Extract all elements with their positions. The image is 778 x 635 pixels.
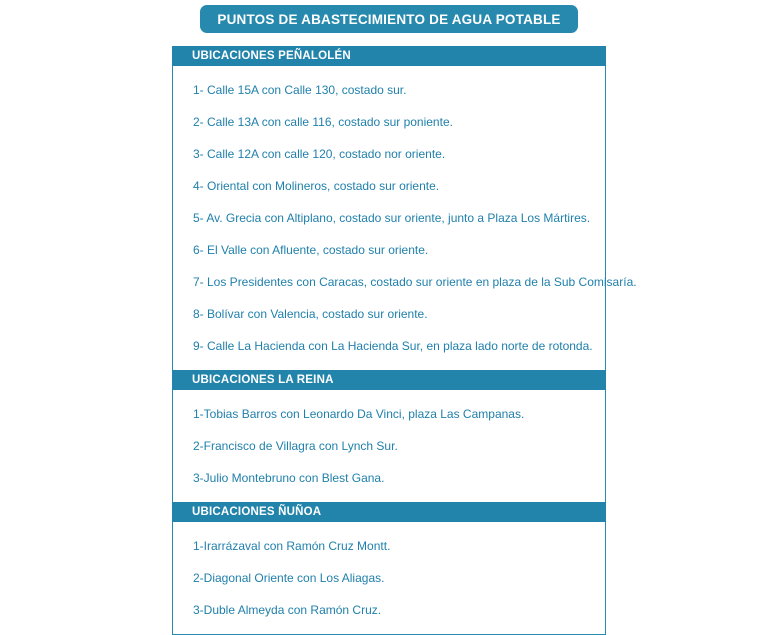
section-heading-label: UBICACIONES LA REINA [192, 374, 334, 386]
list-item: 9- Calle La Hacienda con La Hacienda Sur, en plaza lado norte de rotonda. [193, 339, 593, 353]
section-header-penalolen [172, 46, 606, 66]
list-item: 3-Julio Montebruno con Blest Gana. [193, 471, 385, 485]
list-item: 3-Duble Almeyda con Ramón Cruz. [193, 603, 382, 617]
list-item: 1-Tobias Barros con Leonardo Da Vinci, plaza Las Campanas. [193, 407, 525, 421]
list-item: 2- Calle 13A con calle 116, costado sur poniente. [193, 115, 453, 129]
list-item: 3- Calle 12A con calle 120, costado nor oriente. [193, 147, 446, 161]
list-item: 1- Calle 15A con Calle 130, costado sur. [193, 83, 407, 97]
section-la-reina [172, 370, 606, 502]
sections-container [172, 46, 637, 635]
list-item: 2-Francisco de Villagra con Lynch Sur. [193, 439, 398, 453]
section-header-la-reina [172, 370, 606, 390]
section-body-penalolen [172, 66, 637, 370]
list-item: 8- Bolívar con Valencia, costado sur oriente. [193, 307, 428, 321]
poster-title-bar [200, 5, 578, 33]
list-item: 6- El Valle con Afluente, costado sur oriente. [193, 243, 429, 257]
section-header-nunoa [172, 502, 606, 522]
section-heading-label: UBICACIONES ÑUÑOA [192, 506, 322, 518]
section-heading-label: UBICACIONES PEÑALOLÉN [192, 50, 351, 62]
section-nunoa [172, 502, 606, 635]
section-penalolen [172, 46, 637, 370]
list-item: 1-Irarrázaval con Ramón Cruz Montt. [193, 539, 391, 553]
list-item: 5- Av. Grecia con Altiplano, costado sur oriente, junto a Plaza Los Mártires. [193, 211, 591, 225]
list-item: 2-Diagonal Oriente con Los Aliagas. [193, 571, 385, 585]
page-title: PUNTOS DE ABASTECIMIENTO DE AGUA POTABLE [217, 11, 561, 27]
section-body-nunoa [172, 522, 606, 635]
section-body-la-reina [172, 390, 606, 502]
list-item: 4- Oriental con Molineros, costado sur oriente. [193, 179, 440, 193]
list-item: 7- Los Presidentes con Caracas, costado sur oriente en plaza de la Sub Comisaría. [193, 275, 637, 289]
